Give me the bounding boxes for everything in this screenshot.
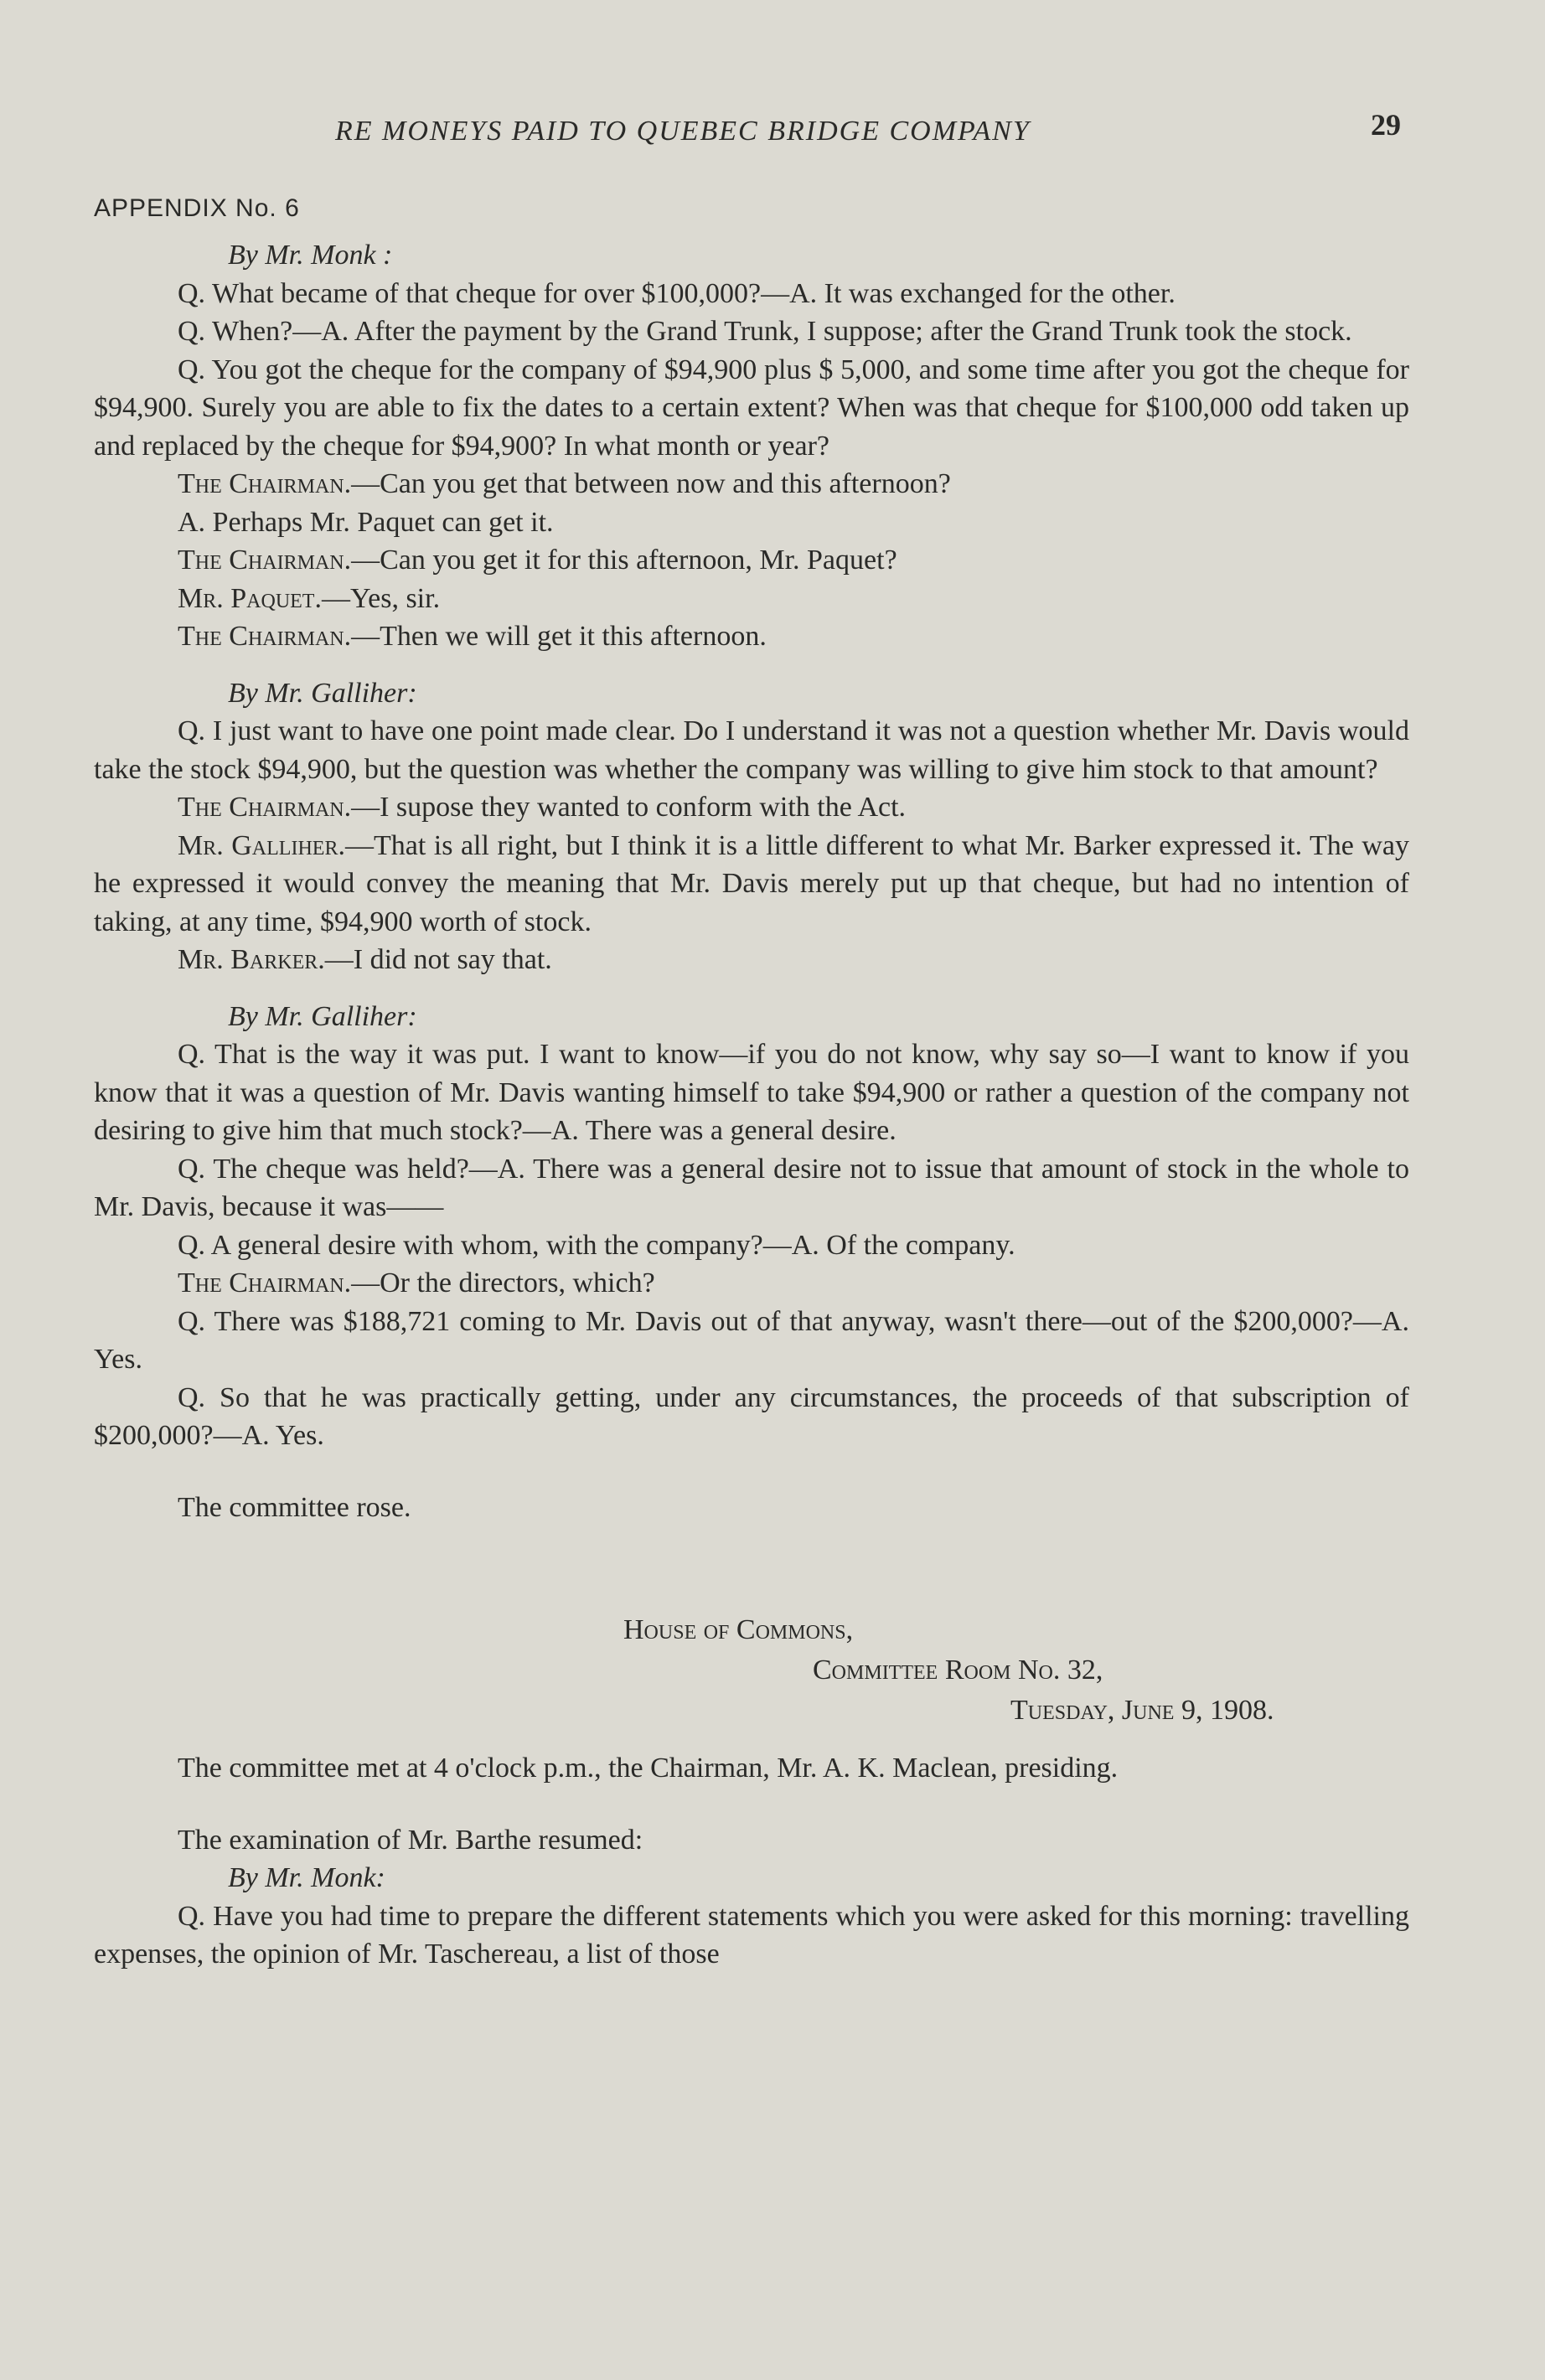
page-number: 29 <box>1371 108 1401 142</box>
examiner-byline <box>94 1859 1409 1897</box>
speaker-name: Mr. Paquet. <box>178 582 322 614</box>
paragraph-text: —I supose they wanted to conform with the Act. <box>351 792 907 823</box>
meeting-address <box>94 1610 1409 1731</box>
speaker-name: Mr. Galliher. <box>178 829 345 861</box>
paragraph-text: Q. There was $188,721 coming to Mr. Davis out of that anyway, wasn't there—out of the $200,000?—A. Yes. <box>94 1305 1409 1375</box>
running-title: RE MONEYS PAID TO QUEBEC BRIDGE COMPANY <box>335 116 1031 147</box>
testimony-paragraph <box>94 312 1409 351</box>
paragraph-text: —I did not say that. <box>324 944 552 975</box>
paragraph-text: Q. So that he was practically getting, under any circumstances, the proceeds of that subscription of $200,000?—A. Yes. <box>94 1381 1409 1451</box>
testimony-paragraph <box>94 1489 1409 1527</box>
testimony-paragraph <box>94 1749 1409 1788</box>
examiner-byline <box>94 236 1409 275</box>
document-body <box>94 236 1409 1974</box>
testimony-paragraph <box>94 827 1409 942</box>
paragraph-text: Q. You got the cheque for the company of $94,900 plus $ 5,000, and some time after you got the cheque for $94,900. Surely you are able to fix the dates to a certain extent? When was that cheque for $100,000 odd taken up and replaced by the cheque for $94,900? In what month or year? <box>94 354 1409 462</box>
paragraph-text: —Or the directors, which? <box>351 1267 655 1298</box>
appendix-label: APPENDIX No. 6 <box>94 194 300 222</box>
paragraph-text: The examination of Mr. Barthe resumed: <box>178 1824 643 1856</box>
testimony-paragraph <box>94 1035 1409 1150</box>
paragraph-text: Q. A general desire with whom, with the company?—A. Of the company. <box>178 1229 1015 1261</box>
paragraph-text: —Then we will get it this afternoon. <box>351 621 767 652</box>
examiner-byline <box>94 998 1409 1036</box>
address-line-2: Committee Room No. 32, <box>813 1655 1103 1686</box>
testimony-paragraph <box>94 1303 1409 1379</box>
paragraph-text: The committee rose. <box>178 1491 411 1523</box>
testimony-section-2 <box>94 1749 1409 1974</box>
speaker-name: The Chairman. <box>178 621 352 652</box>
speaker-name: The Chairman. <box>178 792 352 823</box>
testimony-section-1 <box>94 236 1409 1526</box>
testimony-paragraph <box>94 503 1409 542</box>
page-header <box>0 107 1545 157</box>
paragraph-text: The committee met at 4 o'clock p.m., the Chairman, Mr. A. K. Maclean, presiding. <box>178 1753 1119 1784</box>
paragraph-text: Q. I just want to have one point made clear. Do I understand it was not a question whether Mr. Davis would take the stock $94,900, but the question was whether the company was willing to give him stock to that amount? <box>94 715 1409 785</box>
speaker-name: Mr. Barker. <box>178 944 325 975</box>
testimony-paragraph <box>94 580 1409 618</box>
paragraph-text: —Yes, sir. <box>321 582 441 614</box>
paragraph-text: Q. Have you had time to prepare the different statements which you were asked for this morning: travelling expenses, the opinion of Mr. Taschereau, a list of those <box>94 1900 1409 1970</box>
paragraph-text: Q. The cheque was held?—A. There was a general desire not to issue that amount of stock in the whole to Mr. Davis, because it was—— <box>94 1153 1409 1222</box>
testimony-paragraph <box>94 1226 1409 1265</box>
speaker-name: The Chairman. <box>178 545 352 576</box>
testimony-paragraph <box>94 712 1409 788</box>
testimony-paragraph <box>94 788 1409 827</box>
speaker-name: The Chairman. <box>178 1267 352 1298</box>
speaker-name: The Chairman. <box>178 468 352 499</box>
address-line-3: Tuesday, June 9, 1908. <box>1010 1695 1274 1726</box>
paragraph-text: A. Perhaps Mr. Paquet can get it. <box>178 506 554 538</box>
paragraph-text: By Mr. Galliher: <box>228 677 417 709</box>
testimony-paragraph <box>94 1897 1409 1974</box>
testimony-paragraph <box>94 275 1409 313</box>
paragraph-text: —Can you get it for this afternoon, Mr. Paquet? <box>351 545 897 576</box>
paragraph-text: Q. When?—A. After the payment by the Grand Trunk, I suppose; after the Grand Trunk took the stock. <box>178 316 1352 347</box>
paragraph-text: By Mr. Monk: <box>228 1862 385 1893</box>
testimony-paragraph <box>94 941 1409 979</box>
testimony-paragraph <box>94 1379 1409 1455</box>
paragraph-text: —That is all right, but I think it is a little different to what Mr. Barker expressed it. The way he expressed it would convey the meaning that Mr. Davis merely put up that cheque, but had no intention of taking, at any time, $94,900 worth of stock. <box>94 829 1410 937</box>
testimony-paragraph <box>94 1150 1409 1226</box>
address-line-1: House of Commons, <box>623 1614 854 1645</box>
paragraph-text: Q. That is the way it was put. I want to know—if you do not know, why say so—I want to know if you know that it was a question of Mr. Davis wanting himself to take $94,900 or rather a question of the company not desiring to give him that much stock?—A. There was a general desire. <box>94 1039 1409 1146</box>
testimony-paragraph <box>94 617 1409 656</box>
testimony-paragraph <box>94 351 1409 466</box>
paragraph-text: Q. What became of that cheque for over $100,000?—A. It was exchanged for the other. <box>178 277 1176 309</box>
paragraph-text: By Mr. Galliher: <box>228 1000 417 1032</box>
paragraph-text: —Can you get that between now and this afternoon? <box>351 468 951 499</box>
testimony-paragraph <box>94 1264 1409 1303</box>
testimony-paragraph <box>94 541 1409 580</box>
paragraph-text: By Mr. Monk : <box>228 240 393 271</box>
examiner-byline <box>94 674 1409 713</box>
testimony-paragraph <box>94 465 1409 503</box>
testimony-paragraph <box>94 1821 1409 1860</box>
